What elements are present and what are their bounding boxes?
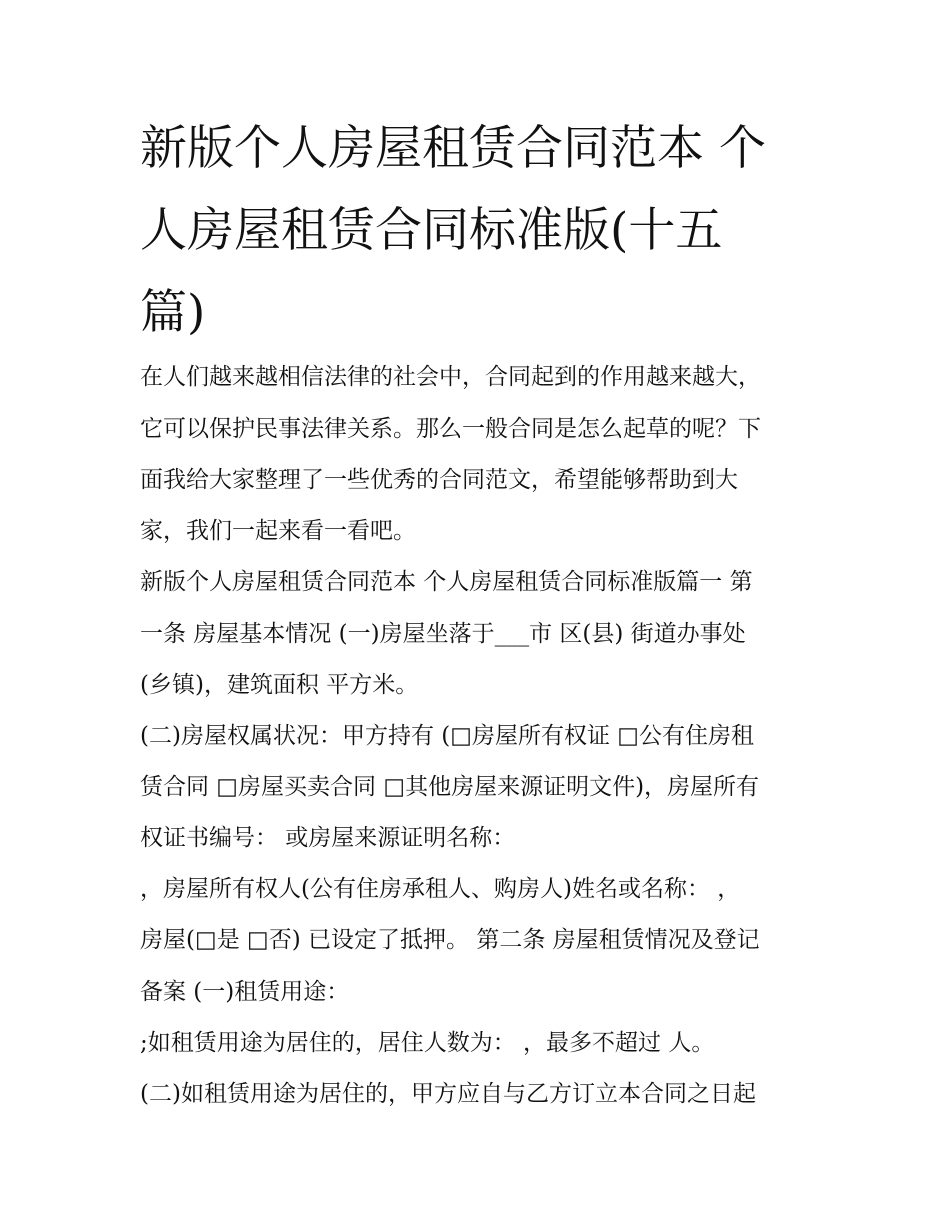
title-line: 篇) — [140, 285, 206, 340]
body-line: 它可以保护民事法律关系。那么一般合同是怎么起草的呢？下 — [140, 416, 761, 442]
body-line: 在人们越来越相信法律的社会中，合同起到的作用越来越大， — [140, 364, 761, 390]
body-line: ，房屋所有权人(公有住房承租人、购房人)姓名或名称： ， — [140, 876, 741, 902]
body-line: (二)房屋权属状况：甲方持有 (□房屋所有权证 □公有住房租 — [140, 723, 755, 749]
body-line: 赁合同 □房屋买卖合同 □其他房屋来源证明文件)，房屋所有 — [140, 774, 760, 800]
title-line: 人房屋租赁合同标准版(十五 — [140, 203, 723, 258]
body-line: (二)如租赁用途为居住的，甲方应自与乙方订立本合同之日起 — [140, 1081, 756, 1107]
title-line: 新版个人房屋租赁合同范本 个 — [140, 121, 766, 176]
body-line: 权证书编号： 或房屋来源证明名称： — [140, 825, 516, 851]
document-title — [140, 108, 820, 354]
body-line: 一条 房屋基本情况 (一)房屋坐落于___市 区(县) 街道办事处 — [140, 621, 746, 647]
body-line: 面我给大家整理了一些优秀的合同范文，希望能够帮助到大 — [140, 467, 738, 493]
body-line: 房屋(□是 □否) 已设定了抵押。 第二条 房屋租赁情况及登记 — [140, 927, 760, 953]
body-line: (乡镇)，建筑面积 平方米。 — [140, 672, 419, 698]
body-line: 备案 (一)租赁用途： — [140, 979, 350, 1005]
body-line: 新版个人房屋租赁合同范本 个人房屋租赁合同标准版篇一 第 — [140, 569, 753, 595]
body-line: ;如租赁用途为居住的，居住人数为： ，最多不超过 人。 — [140, 1030, 715, 1056]
body-line: 家，我们一起来看一看吧。 — [140, 518, 416, 544]
